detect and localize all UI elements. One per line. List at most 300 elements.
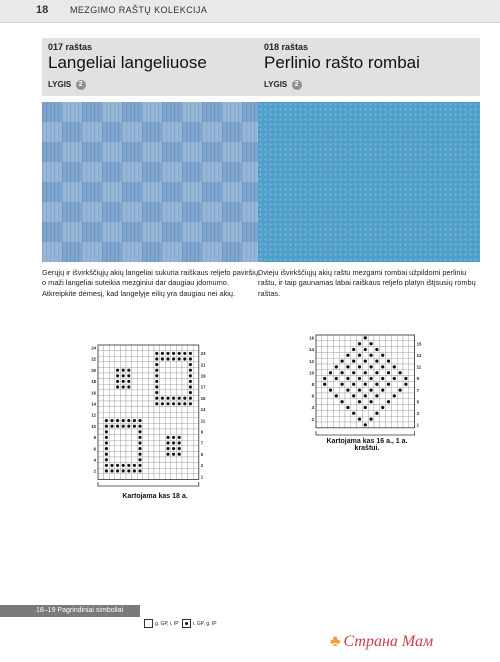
chart-cell	[160, 468, 166, 474]
chart-cell	[368, 393, 374, 399]
purl-dot	[138, 453, 141, 456]
chart-cell	[98, 356, 104, 362]
chart-cell	[176, 474, 182, 480]
chart-cell	[403, 422, 409, 428]
chart-cell	[143, 345, 149, 351]
chart-cell	[176, 362, 182, 368]
chart-cell	[333, 416, 339, 422]
row-number-label: 2	[93, 468, 97, 474]
chart-cell	[322, 358, 328, 364]
chart-cell	[104, 345, 110, 351]
purl-dot	[358, 400, 361, 403]
chart-cell	[322, 364, 328, 370]
chart-cell	[403, 405, 409, 411]
family-icon: ♣	[330, 633, 341, 650]
purl-dot	[105, 430, 108, 433]
purl-dot	[172, 397, 175, 400]
row-number-label: 2	[311, 416, 314, 422]
chart-cell	[339, 341, 345, 347]
chart-cell	[143, 401, 149, 407]
chart-caption	[312, 438, 422, 452]
purl-dot	[110, 425, 113, 428]
purl-dot	[398, 371, 401, 374]
chart-cell	[362, 399, 368, 405]
chart-cell	[104, 390, 110, 396]
chart-cell	[115, 407, 121, 413]
chart-cell	[339, 387, 345, 393]
chart-cell	[165, 390, 171, 396]
chart-cell	[176, 384, 182, 390]
chart-cell	[193, 345, 199, 351]
purl-dot	[375, 371, 378, 374]
chart-cell	[328, 335, 334, 341]
chart-cell	[409, 364, 415, 370]
purl-dot	[352, 394, 355, 397]
chart-cell	[397, 352, 403, 358]
purl-dot	[358, 342, 361, 345]
level-indicator	[264, 80, 302, 90]
chart-cell	[165, 373, 171, 379]
chart-cell	[109, 457, 115, 463]
chart-cell	[339, 410, 345, 416]
purl-dot	[116, 380, 119, 383]
chart-cell	[328, 399, 334, 405]
chart-cell	[328, 393, 334, 399]
chart-cell	[115, 429, 121, 435]
chart-cell	[386, 410, 392, 416]
chart-cell	[339, 416, 345, 422]
chart-cell	[368, 370, 374, 376]
chart-cell	[148, 418, 154, 424]
purl-dot	[105, 436, 108, 439]
chart-cell	[333, 410, 339, 416]
purl-dot	[352, 383, 355, 386]
chart-cell	[132, 379, 138, 385]
chart-caption-line: kraštui.	[354, 445, 380, 452]
chart-cell	[132, 390, 138, 396]
purl-dot	[116, 419, 119, 422]
chart-cell	[397, 358, 403, 364]
chart-cell	[380, 393, 386, 399]
chart-cell	[188, 468, 194, 474]
row-number-label: 7	[416, 387, 420, 393]
row-number-label: 3	[200, 463, 204, 469]
legend-label: i. GP, g. IP	[193, 620, 217, 627]
row-number-label: 9	[200, 429, 204, 435]
purl-dot	[172, 436, 175, 439]
chart-cell	[386, 387, 392, 393]
chart-cell	[374, 399, 380, 405]
chart-cell	[171, 362, 177, 368]
chart-cell	[171, 390, 177, 396]
pattern-description: Gerųjų ir išvirkščiųjų akių langeliai sukuria raiškaus reljefo paviršių, o maži langeliai suteikia mezginiui dar daugiau įdomumo. Atkreipkite dėmesį, kad langelyje eilių yra daugiau nei akių.	[42, 268, 261, 298]
chart-cell	[143, 457, 149, 463]
chart-cell	[351, 376, 357, 382]
row-number-label: 11	[200, 418, 206, 424]
footer-bar	[0, 605, 140, 617]
purl-dot	[161, 402, 164, 405]
purl-dot	[375, 348, 378, 351]
chart-cell	[171, 367, 177, 373]
chart-cell	[109, 446, 115, 452]
purl-dot	[127, 385, 130, 388]
chart-cell	[351, 341, 357, 347]
chart-cell	[115, 412, 121, 418]
purl-dot	[364, 336, 367, 339]
chart-cell	[188, 446, 194, 452]
chart-cell	[160, 435, 166, 441]
chart-cell	[322, 352, 328, 358]
purl-dot	[122, 369, 125, 372]
purl-dot	[387, 400, 390, 403]
chart-cell	[403, 358, 409, 364]
knitting-chart-017	[84, 343, 213, 489]
chart-cell	[380, 358, 386, 364]
chart-cell	[188, 429, 194, 435]
chart-cell	[409, 416, 415, 422]
chart-cell	[104, 351, 110, 357]
chart-cell	[386, 347, 392, 353]
purl-dot	[166, 441, 169, 444]
chart-caption-line: Kartojama kas 16 a., 1 a.	[326, 438, 408, 445]
purl-dot	[189, 374, 192, 377]
pattern-name: Perlinio rašto rombai	[264, 53, 420, 72]
chart-cell	[98, 457, 104, 463]
chart-cell	[193, 367, 199, 373]
row-number-label: 16	[91, 390, 97, 396]
chart-cell	[345, 393, 351, 399]
purl-dot	[155, 402, 158, 405]
chart-cell	[98, 440, 104, 446]
purl-dot	[105, 441, 108, 444]
purl-dot	[398, 388, 401, 391]
chart-cell	[322, 422, 328, 428]
chart-cell	[132, 395, 138, 401]
purl-dot	[133, 464, 136, 467]
chart-cell	[126, 356, 132, 362]
chart-cell	[104, 373, 110, 379]
chart-cell	[160, 373, 166, 379]
purl-dot	[381, 365, 384, 368]
row-number-label: 6	[311, 393, 314, 399]
chart-cell	[409, 381, 415, 387]
chart-cell	[391, 370, 397, 376]
chart-cell	[357, 393, 363, 399]
chart-cell	[109, 429, 115, 435]
chart-cell	[126, 429, 132, 435]
row-number-label: 1	[416, 422, 420, 428]
chart-cell	[171, 345, 177, 351]
chart-cell	[345, 381, 351, 387]
chart-cell	[137, 379, 143, 385]
chart-cell	[148, 351, 154, 357]
purl-dot	[369, 342, 372, 345]
chart-cell	[120, 401, 126, 407]
chart-cell	[143, 395, 149, 401]
purl-dot	[335, 394, 338, 397]
purl-dot	[404, 377, 407, 380]
purl-dot	[122, 464, 125, 467]
chart-cell	[154, 435, 160, 441]
chart-cell	[160, 451, 166, 457]
chart-cell	[137, 373, 143, 379]
chart-cell	[193, 351, 199, 357]
chart-cell	[137, 474, 143, 480]
chart-cell	[316, 347, 322, 353]
chart-cell	[188, 418, 194, 424]
chart-cell	[328, 358, 334, 364]
chart-cell	[403, 335, 409, 341]
chart-cell	[132, 407, 138, 413]
purl-dot	[183, 357, 186, 360]
chart-cell	[160, 429, 166, 435]
chart-cell	[160, 390, 166, 396]
chart-cell	[380, 399, 386, 405]
chart-cell	[345, 422, 351, 428]
legend-label: g. GP, i. IP	[155, 620, 179, 627]
chart-cell	[403, 399, 409, 405]
purl-dot	[172, 402, 175, 405]
watermark	[330, 633, 433, 651]
chart-cell	[160, 345, 166, 351]
purl-dot	[122, 380, 125, 383]
row-number-label: 10	[91, 423, 97, 429]
chart-cell	[160, 418, 166, 424]
chart-cell	[132, 440, 138, 446]
chart-cell	[143, 384, 149, 390]
legend-item	[144, 619, 179, 628]
pattern-018-column	[258, 38, 480, 299]
chart-cell	[98, 412, 104, 418]
chart-cell	[409, 387, 415, 393]
purl-dot	[105, 419, 108, 422]
chart-cell	[98, 468, 104, 474]
chart-cell	[397, 393, 403, 399]
chart-cell	[148, 362, 154, 368]
chart-cell	[143, 429, 149, 435]
level-label: LYGIS	[48, 80, 72, 90]
purl-dot	[189, 352, 192, 355]
chart-cell	[368, 405, 374, 411]
purl-dot	[323, 383, 326, 386]
chart-cell	[120, 407, 126, 413]
chart-cell	[109, 435, 115, 441]
chart-cell	[316, 387, 322, 393]
chart-cell	[98, 351, 104, 357]
chart-cell	[328, 410, 334, 416]
chart-cell	[188, 412, 194, 418]
chart-cell	[351, 405, 357, 411]
chart-cell	[322, 370, 328, 376]
chart-cell	[188, 345, 194, 351]
chart-cell	[104, 379, 110, 385]
purl-dot	[364, 423, 367, 426]
chart-cell	[104, 384, 110, 390]
chart-cell	[322, 399, 328, 405]
chart-cell	[409, 352, 415, 358]
chart-cell	[148, 429, 154, 435]
chart-cell	[160, 379, 166, 385]
chart-cell	[115, 390, 121, 396]
chart-cell	[109, 345, 115, 351]
purl-dot	[155, 352, 158, 355]
chart-cell	[126, 457, 132, 463]
purl-dot	[375, 383, 378, 386]
chart-cell	[104, 367, 110, 373]
chart-cell	[115, 451, 121, 457]
knit-swatch-photo	[42, 102, 264, 262]
chart-cell	[109, 451, 115, 457]
chart-cell	[148, 435, 154, 441]
purl-dot	[369, 388, 372, 391]
chart-cell	[380, 347, 386, 353]
chart-cell	[137, 401, 143, 407]
repeat-bracket	[302, 430, 429, 438]
chart-cell	[188, 435, 194, 441]
chart-cell	[397, 416, 403, 422]
purl-dot	[127, 419, 130, 422]
chart-cell	[148, 379, 154, 385]
chart-cell	[109, 474, 115, 480]
purl-dot	[375, 412, 378, 415]
chart-cell	[109, 362, 115, 368]
purl-dot	[110, 469, 113, 472]
chart-cell	[115, 435, 121, 441]
chart-cell	[176, 407, 182, 413]
pattern-017-column	[42, 38, 264, 299]
row-number-label: 15	[416, 341, 422, 347]
chart-cell	[143, 440, 149, 446]
chart-cell	[345, 370, 351, 376]
purl-dot	[189, 391, 192, 394]
chart-cell	[132, 412, 138, 418]
chart-cell	[362, 387, 368, 393]
purl-dot	[122, 425, 125, 428]
chart-cell	[316, 399, 322, 405]
chart-cell	[165, 423, 171, 429]
row-number-label: 14	[309, 347, 314, 353]
chart-cell	[322, 335, 328, 341]
chart-cell	[357, 410, 363, 416]
purl-dot	[105, 464, 108, 467]
pattern-header	[258, 38, 480, 96]
footer-text: 18–19 Pagrindiniai simboliai	[36, 607, 124, 614]
chart-cell	[351, 364, 357, 370]
chart-cell	[328, 347, 334, 353]
chart-cell	[148, 457, 154, 463]
chart-cell	[386, 416, 392, 422]
chart-cell	[126, 474, 132, 480]
chart-cell	[109, 395, 115, 401]
row-number-label: 23	[200, 351, 206, 357]
chart-cell	[104, 356, 110, 362]
purl-dot	[178, 453, 181, 456]
chart-cell	[193, 435, 199, 441]
chart-cell	[171, 423, 177, 429]
chart-cell	[132, 474, 138, 480]
chart-cell	[160, 440, 166, 446]
purl-dot	[116, 464, 119, 467]
chart-cell	[333, 347, 339, 353]
chart-cell	[109, 390, 115, 396]
purl-dot	[329, 388, 332, 391]
chart-cell	[160, 474, 166, 480]
chart-cell	[339, 364, 345, 370]
chart-cell	[380, 422, 386, 428]
chart-cell	[345, 410, 351, 416]
chart-cell	[391, 387, 397, 393]
chart-cell	[126, 440, 132, 446]
chart-cell	[328, 416, 334, 422]
chart-cell	[148, 474, 154, 480]
purl-dot	[352, 371, 355, 374]
chart-cell	[333, 399, 339, 405]
purl-dot	[404, 383, 407, 386]
row-number-label: 10	[309, 370, 314, 376]
chart-cell	[109, 373, 115, 379]
row-number-label: 14	[91, 401, 97, 407]
chart-cell	[120, 390, 126, 396]
purl-dot	[105, 425, 108, 428]
chart-cell	[98, 345, 104, 351]
chart-cell	[409, 399, 415, 405]
chart-cell	[148, 356, 154, 362]
chart-cell	[132, 384, 138, 390]
purl-dot	[138, 441, 141, 444]
chart-cell	[380, 410, 386, 416]
purl-dot	[172, 447, 175, 450]
purl-dot	[364, 406, 367, 409]
chart-cell	[126, 451, 132, 457]
chart-cell	[397, 405, 403, 411]
chart-cell	[143, 379, 149, 385]
chart-cell	[126, 351, 132, 357]
chart-cell	[182, 390, 188, 396]
chart-cell	[171, 457, 177, 463]
chart-cell	[171, 474, 177, 480]
chart-cell	[333, 422, 339, 428]
chart-cell	[165, 457, 171, 463]
row-number-label: 16	[309, 335, 314, 341]
purl-dot	[183, 352, 186, 355]
chart-cell	[339, 352, 345, 358]
chart-cell	[132, 356, 138, 362]
chart-cell	[328, 341, 334, 347]
chart-cell	[115, 446, 121, 452]
purl-dot	[346, 388, 349, 391]
knitting-chart-018	[302, 333, 429, 438]
chart-cell	[182, 362, 188, 368]
section-title: MEZGIMO RAŠTŲ KOLEKCIJA	[70, 5, 208, 15]
chart-cell	[165, 362, 171, 368]
chart-cell	[182, 463, 188, 469]
chart-cell	[160, 407, 166, 413]
chart-cell	[409, 410, 415, 416]
chart-cell	[188, 457, 194, 463]
chart-cell	[391, 358, 397, 364]
level-badge: 2	[292, 80, 302, 90]
purl-dot	[189, 363, 192, 366]
chart-cell	[98, 418, 104, 424]
chart-cell	[120, 412, 126, 418]
chart-cell	[391, 405, 397, 411]
chart-cell	[193, 395, 199, 401]
chart-cell	[120, 474, 126, 480]
purl-dot	[133, 425, 136, 428]
purl-dot	[138, 419, 141, 422]
chart-cell	[374, 352, 380, 358]
chart-cell	[374, 387, 380, 393]
